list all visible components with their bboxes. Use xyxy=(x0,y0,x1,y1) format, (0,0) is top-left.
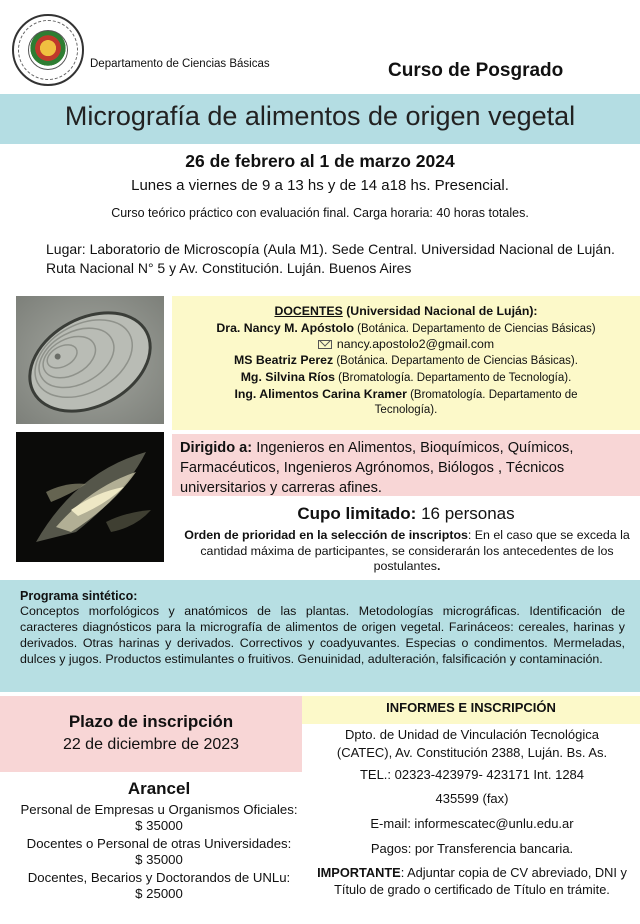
informes-fax: 435599 (fax) xyxy=(435,791,509,806)
arancel-title: Arancel xyxy=(127,779,191,798)
plazo-title: Plazo de inscripción xyxy=(68,712,234,731)
docente-role: (Botánica. Departamento de Ciencias Básicas) xyxy=(353,323,596,335)
docente-role: (Botánica. Departamento de Ciencias Básicas). xyxy=(333,355,578,367)
informes-address: (CATEC), Av. Constitución 2388, Luján. Bs. As. xyxy=(336,745,608,760)
arancel-item-label: Personal de Empresas u Organismos Oficiales: xyxy=(20,802,298,817)
docente-apostolo xyxy=(172,321,640,337)
docente-role: (Bromatología. Departamento de xyxy=(406,389,578,401)
programa-text: Conceptos morfológicos y anatómicos de las plantas. Metodologías micrográficas. Identificación de caracteres diagnósticos para la micrografía de alimentos de origen vegetal. Farináceos: cereales, harinas y derivados. Otras harinas y derivados. Correctivos y coadyuvantes. Especias o condimentos. Mermeladas, dulces y jugos. Productos estimulantes o fruitivos. Genuinidad, adulteración, falsificación y contaminación. xyxy=(20,604,625,666)
polarized-starch-micrograph xyxy=(16,432,164,562)
informes-phone: TEL.: 02323-423979- 423171 Int. 1284 xyxy=(359,767,585,782)
docente-perez xyxy=(172,353,640,369)
informes-importante xyxy=(316,864,628,898)
dirigido-text xyxy=(180,438,635,498)
plazo-date: 22 de diciembre de 2023 xyxy=(62,736,240,753)
orden-text: : En el caso que se exceda la cantidad máxima de participantes, se considerarán los antecedentes de los postulantes xyxy=(200,528,630,573)
course-title: Micrografía de alimentos de origen vegetal xyxy=(64,101,576,131)
cupo-line xyxy=(172,504,640,524)
plazo-panel xyxy=(0,696,302,772)
docentes-heading xyxy=(172,304,640,319)
importante-text: : Adjuntar copia de CV abreviado, DNI y Título de grado o certificado de Título en trámite. xyxy=(334,865,627,897)
arancel-item-price: $ 35000 xyxy=(135,818,183,833)
orden-end: . xyxy=(436,559,441,573)
docente-name: Ing. Alimentos Carina Kramer xyxy=(234,387,407,401)
docente-role: (Bromatología. Departamento de Tecnología). xyxy=(334,372,572,384)
course-location: Lugar: Laboratorio de Microscopía (Aula M1). Sede Central. Universidad Nacional de Luján. Ruta Nacional N° 5 y Av. Constitución. Luján. Buenos Aires xyxy=(46,241,615,276)
course-type: Curso de Posgrado xyxy=(388,60,564,81)
cupo-value: 16 personas xyxy=(416,504,515,523)
docente-name: Mg. Silvina Ríos xyxy=(240,370,335,384)
docente-name: MS Beatriz Perez xyxy=(234,353,334,367)
docente-name: Dra. Nancy M. Apóstolo xyxy=(216,321,354,335)
informes-email[interactable]: E-mail: informescatec@unlu.edu.ar xyxy=(370,816,574,831)
docente-email-line xyxy=(172,337,640,352)
docente-rios xyxy=(172,370,640,386)
informes-dept: Dpto. de Unidad de Vinculación Tecnológica xyxy=(345,727,599,742)
department-name: Departamento de Ciencias Básicas xyxy=(90,58,270,70)
docente-email[interactable]: nancy.apostolo2@gmail.com xyxy=(336,337,495,351)
informes-pagos: Pagos: por Transferencia bancaria. xyxy=(370,841,574,856)
informes-title: INFORMES E INSCRIPCIÓN xyxy=(386,700,556,715)
docente-kramer xyxy=(172,387,640,403)
dirigido-audience: Ingenieros en Alimentos, Bioquímicos, Químicos, Farmacéuticos, Ingenieros Agrónomos, Biólogos , Técnicos universitarios y carreras afines. xyxy=(180,440,574,496)
course-load: Curso teórico práctico con evaluación final. Carga horaria: 40 horas totales. xyxy=(111,206,529,220)
arancel-item-label: Docentes o Personal de otras Universidades: xyxy=(26,836,292,851)
university-seal-logo xyxy=(12,14,84,86)
programa-title: Programa sintético: xyxy=(20,589,138,603)
arancel-item-label: Docentes, Becarios y Doctorandos de UNLu: xyxy=(27,870,291,885)
arancel-item-price: $ 25000 xyxy=(135,886,183,901)
seal-emblem xyxy=(28,30,68,70)
cupo-label: Cupo limitado: xyxy=(297,504,417,523)
orden-label: Orden de prioridad en la selección de inscriptos xyxy=(184,528,468,542)
arancel-item-price: $ 35000 xyxy=(135,852,183,867)
docente-role-continued: Tecnología). xyxy=(374,404,438,416)
starch-grain-micrograph xyxy=(16,296,164,424)
envelope-icon xyxy=(318,340,332,349)
dirigido-label: Dirigido a: xyxy=(180,440,253,456)
docentes-panel xyxy=(172,296,640,430)
course-schedule: Lunes a viernes de 9 a 13 hs y de 14 a18 hs. Presencial. xyxy=(131,177,509,194)
importante-label: IMPORTANTE xyxy=(317,865,401,880)
orden-prioridad xyxy=(178,528,636,575)
course-dates: 26 de febrero al 1 de marzo 2024 xyxy=(185,151,455,171)
docentes-label: DOCENTES xyxy=(274,304,343,318)
docentes-affiliation: (Universidad Nacional de Luján): xyxy=(342,304,538,318)
